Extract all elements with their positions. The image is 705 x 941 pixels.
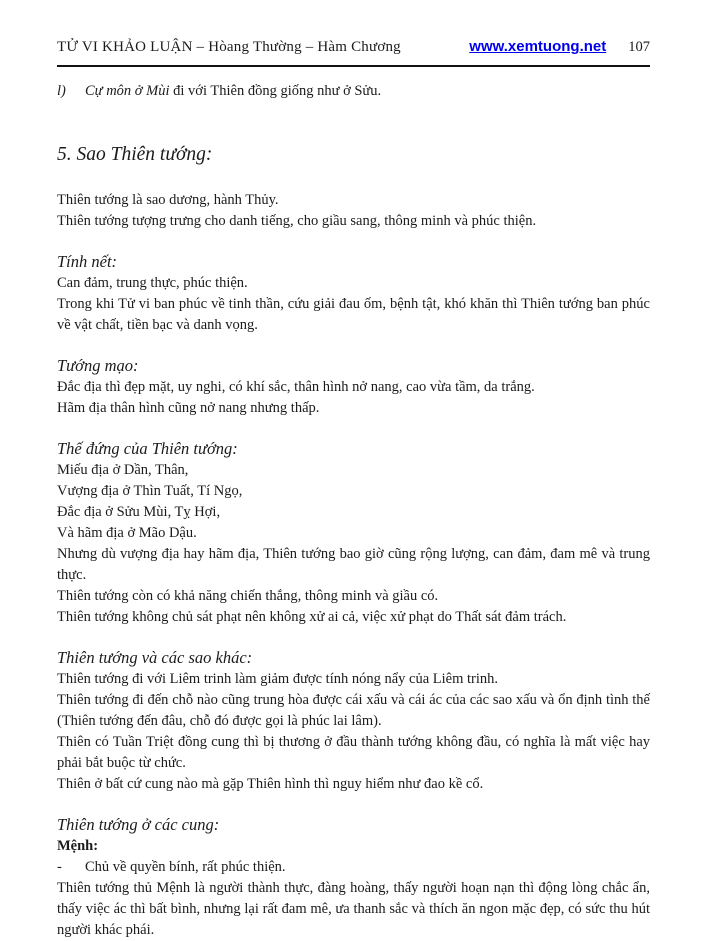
paragraph: Nhưng dù vượng địa hay hãm địa, Thiên tướng bao giờ cũng rộng lượng, can đảm, đam mê và trung thực. — [57, 546, 650, 583]
section-heading-main: 5. Sao Thiên tướng: — [57, 144, 213, 165]
line-group — [57, 774, 650, 795]
text-line: Thiên tướng là sao dương, hành Thủy. — [57, 192, 279, 208]
page-body — [57, 81, 650, 941]
book-title: TỬ VI KHẢO LUẬN – Hòang Thường – Hàm Chương — [57, 39, 401, 55]
line-group — [57, 460, 650, 544]
section-heading: Tính nết: — [57, 252, 118, 271]
subsection-label: Mệnh: — [57, 838, 99, 854]
dash-item — [57, 857, 650, 878]
text-line: Đắc địa thì đẹp mặt, uy nghi, có khí sắc, thân hình nở nang, cao vừa tầm, da trắng. — [57, 379, 535, 395]
section-heading: Tướng mạo: — [57, 356, 139, 375]
line-group — [57, 190, 650, 232]
list-item — [57, 81, 650, 102]
website-link[interactable]: www.xemtuong.net — [469, 38, 607, 55]
text-line: Can đảm, trung thực, phúc thiện. — [57, 275, 248, 291]
line-group — [57, 669, 650, 690]
dash-marker: - — [57, 859, 62, 875]
text-line: Thiên tướng không chủ sát phạt nên không xử ai cả, việc xử phạt do Thất sát đảm trách. — [57, 609, 567, 625]
section-heading: Thiên tướng ở các cung: — [57, 815, 220, 834]
dash-item-text: Chủ về quyền bính, rất phúc thiện. — [85, 859, 286, 875]
paragraph: Thiên tướng thủ Mệnh là người thành thực, đàng hoàng, thấy người hoạn nạn thì động lòng chắc ẩn, thấy việc ác thì bất bình, nhưng lại rất đam mê, ưa thanh sắc và thích ăn ngon mặc đẹp, có sức thu hút người khác phái. — [57, 880, 650, 938]
section-heading: Thế đứng của Thiên tướng: — [57, 439, 238, 458]
section-heading: Thiên tướng và các sao khác: — [57, 648, 253, 667]
text-line: Thiên tướng đi với Liêm trinh làm giảm được tính nóng nẩy của Liêm trinh. — [57, 671, 499, 687]
text-line: Thiên ở bất cứ cung nào mà gặp Thiên hình thì nguy hiểm như đao kề cổ. — [57, 776, 484, 792]
page-header — [57, 38, 650, 56]
list-item-marker: l) — [57, 83, 66, 99]
line-group — [57, 377, 650, 419]
paragraph: Thiên có Tuần Triệt đồng cung thì bị thương ở đầu thành tướng không đầu, có nghĩa là mất việc hay phải bắt buộc từ chức. — [57, 734, 650, 771]
text-line: Và hãm địa ở Mão Dậu. — [57, 525, 197, 541]
text-line: Miếu địa ở Dần, Thân, — [57, 462, 189, 478]
text-line: Thiên tướng còn có khả năng chiến thắng, thông minh và giầu có. — [57, 588, 439, 604]
line-group — [57, 586, 650, 628]
paragraph: Trong khi Tử vi ban phúc về tinh thần, cứu giải đau ốm, bệnh tật, khó khăn thì Thiên tướng ban phúc về vật chất, tiền bạc và danh vọng. — [57, 296, 650, 333]
text-line: Thiên tướng tượng trưng cho danh tiếng, cho giầu sang, thông minh và phúc thiện. — [57, 213, 537, 229]
text-line: Đắc địa ở Sửu Mùi, Tỵ Hợi, — [57, 504, 221, 520]
paragraph: Thiên tướng đi đến chỗ nào cũng trung hòa được cái xấu và cái ác của các sao xấu và ổn định tình thế (Thiên tướng đến đâu, chỗ đó được gọi là phúc lai lâm). — [57, 692, 650, 729]
list-item-lead: Cự môn ở Mùi — [85, 83, 170, 99]
text-line: Hãm địa thân hình cũng nở nang nhưng thấp. — [57, 400, 320, 416]
text-line: Vượng địa ở Thìn Tuất, Tí Ngọ, — [57, 483, 243, 499]
header-rule — [57, 65, 650, 67]
document-page — [57, 38, 650, 941]
page-number: 107 — [628, 39, 650, 55]
line-group — [57, 273, 650, 294]
list-item-text: Cự môn ở Mùi đi với Thiên đồng giống như ở Sửu. — [85, 83, 382, 99]
